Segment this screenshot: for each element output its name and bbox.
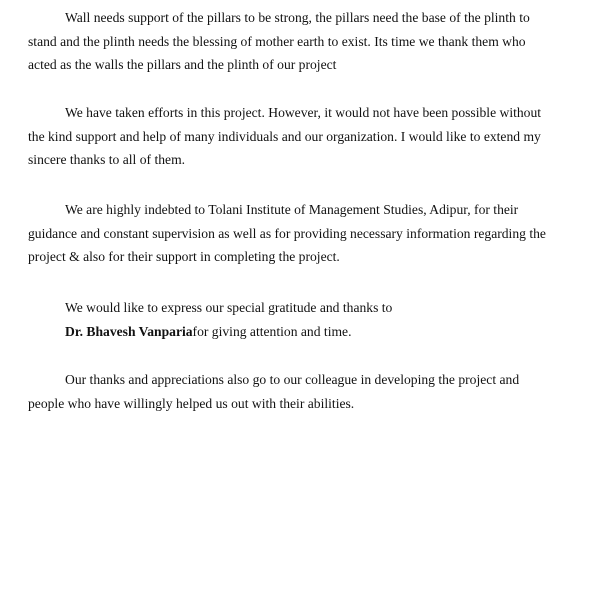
text-line: We have taken efforts in this project. However, it would not have been possible without xyxy=(65,105,542,120)
paragraph-efforts xyxy=(28,101,573,172)
text-line: the kind support and help of many individuals and our organization. I would like to extend my xyxy=(28,128,541,144)
text-line xyxy=(28,320,573,344)
text-line: guidance and constant supervision as well as for providing necessary information regarding the xyxy=(28,225,546,241)
paragraph-colleague-thanks xyxy=(28,368,573,415)
text-line: project & also for their support in completing the project. xyxy=(28,249,340,264)
text-line: Our thanks and appreciations also go to our colleague in developing the project and xyxy=(65,372,520,387)
text-line: We are highly indebted to Tolani Institute of Management Studies, Adipur, for their xyxy=(65,202,519,217)
text-line: Wall needs support of the pillars to be strong, the pillars need the base of the plinth to xyxy=(65,10,530,25)
text-fragment: for giving attention and time. xyxy=(192,323,352,339)
paragraph-support-pillars xyxy=(28,6,573,77)
text-line: people who have willingly helped us out with their abilities. xyxy=(28,395,355,411)
guide-name: Dr. Bhavesh Vanparia xyxy=(65,323,193,339)
text-line: We would like to express our special gratitude and thanks to xyxy=(65,300,393,315)
text-line: stand and the plinth needs the blessing of mother earth to exist. Its time we thank them who xyxy=(28,33,526,49)
text-line: acted as the walls the pillars and the plinth of our project xyxy=(28,57,337,72)
paragraph-institute-thanks xyxy=(28,198,573,269)
text-line: sincere thanks to all of them. xyxy=(28,152,186,167)
paragraph-special-gratitude xyxy=(28,296,573,343)
